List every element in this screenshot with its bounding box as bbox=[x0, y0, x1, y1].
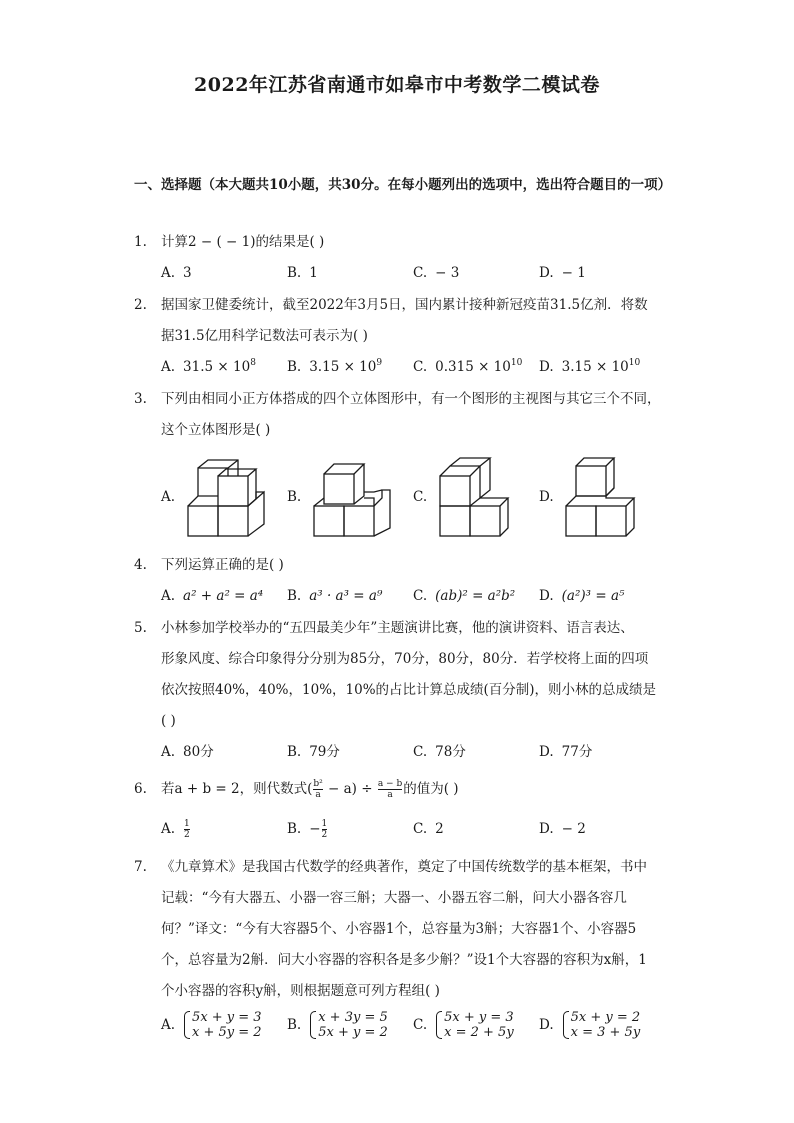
option-c[interactable]: C. bbox=[413, 489, 428, 505]
page-title: 2022年江苏省南通市如皋市中考数学二模试卷 bbox=[194, 74, 600, 96]
option-d[interactable]: D. 77分 bbox=[539, 744, 593, 760]
question-text-line-1: 下列由相同小正方体搭成的四个立体图形中，有一个图形的主视图与其它三个不同， bbox=[161, 391, 661, 407]
cube-figure-a bbox=[184, 452, 270, 540]
option-b[interactable]: B. x + 3y = 5 5x + y = 2 bbox=[287, 1010, 388, 1040]
question-number: 6. bbox=[134, 781, 147, 797]
option-a[interactable]: A. a² + a² = a⁴ bbox=[161, 588, 264, 604]
fraction: $\frac{a - b}{a}$ bbox=[377, 779, 403, 800]
question-5 bbox=[134, 613, 674, 737]
question-1 bbox=[134, 227, 674, 258]
question-text-line-5: 个小容器的容积y斛，则根据题意可列方程组( ) bbox=[161, 983, 440, 999]
equation-system: 5x + y = 3 x = 2 + 5y bbox=[435, 1010, 514, 1040]
question-text-line-1: 据国家卫健委统计，截至2022年3月5日，国内累计接种新冠疫苗31.5亿剂．将数 bbox=[161, 297, 648, 313]
option-a[interactable]: A. 5x + y = 3 x + 5y = 2 bbox=[161, 1010, 262, 1040]
option-b[interactable]: B. a³ · a³ = a⁹ bbox=[287, 588, 383, 604]
option-d[interactable]: D. − 2 bbox=[539, 821, 586, 837]
question-text-line-2: 记载：“今有大器五、小器一容三斛；大器一、小器五容二斛，问大小器各容几 bbox=[161, 890, 627, 906]
section-heading: 一、选择题（本大题共10小题，共30分。在每小题列出的选项中，选出符合题目的一项） bbox=[134, 177, 672, 193]
cube-figure-d bbox=[562, 452, 648, 540]
question-number: 3. bbox=[134, 391, 147, 407]
question-4 bbox=[134, 550, 674, 581]
question-7 bbox=[134, 852, 674, 1007]
option-c[interactable]: C. (ab)² = a²b² bbox=[413, 588, 516, 604]
question-text-line-2: 这个立体图形是( ) bbox=[161, 422, 271, 438]
option-d[interactable]: D. $3.15 \times 10^{10}$ bbox=[539, 358, 641, 375]
question-2 bbox=[134, 290, 674, 352]
option-c[interactable]: C. − 3 bbox=[413, 265, 460, 281]
option-c[interactable]: C. 5x + y = 3 x = 2 + 5y bbox=[413, 1010, 514, 1040]
question-text-line-3: 依次按照40%，40%，10%，10%的占比计算总成绩(百分制)，则小林的总成绩是 bbox=[161, 682, 657, 698]
option-d[interactable]: D. (a²)³ = a⁵ bbox=[539, 588, 625, 604]
option-b[interactable]: B. − $\frac{1}{2}$ bbox=[287, 819, 328, 840]
option-a[interactable]: A. 3 bbox=[161, 265, 192, 281]
option-a[interactable]: A. $31.5 \times 10^8$ bbox=[161, 358, 256, 375]
question-3 bbox=[134, 384, 674, 446]
option-a[interactable]: A. 80分 bbox=[161, 744, 214, 760]
equation-system: 5x + y = 2 x = 3 + 5y bbox=[562, 1010, 641, 1040]
question-6 bbox=[134, 774, 674, 805]
option-b[interactable]: B. 79分 bbox=[287, 744, 340, 760]
option-d[interactable]: D. bbox=[539, 489, 554, 505]
option-a[interactable]: A. $\frac{1}{2}$ bbox=[161, 819, 190, 840]
question-text-line-2: 形象风度、综合印象得分分别为85分，70分，80分，80分．若学校将上面的四项 bbox=[161, 651, 649, 667]
option-a[interactable]: A. bbox=[161, 489, 176, 505]
option-c[interactable]: C. 2 bbox=[413, 821, 444, 837]
cube-figure-b bbox=[310, 452, 396, 540]
option-c[interactable]: C. 78分 bbox=[413, 744, 466, 760]
question-4-options bbox=[161, 581, 681, 612]
option-b[interactable]: B. bbox=[287, 489, 302, 505]
equation-system: 5x + y = 3 x + 5y = 2 bbox=[183, 1010, 262, 1040]
option-c[interactable]: C. $0.315 \times 10^{10}$ bbox=[413, 358, 523, 375]
option-d[interactable]: D. − 1 bbox=[539, 265, 586, 281]
question-number: 5. bbox=[134, 620, 147, 636]
question-text: 下列运算正确的是( ) bbox=[161, 557, 284, 573]
question-text: 计算2 − ( − 1)的结果是( ) bbox=[161, 234, 325, 250]
question-text-line-2: 据31.5亿用科学记数法可表示为( ) bbox=[161, 328, 368, 344]
option-d[interactable]: D. 5x + y = 2 x = 3 + 5y bbox=[539, 1010, 641, 1040]
option-b[interactable]: B. 1 bbox=[287, 265, 318, 281]
option-b[interactable]: B. $3.15 \times 10^9$ bbox=[287, 358, 383, 375]
fraction: $\frac{\text{b²}}{a}$ bbox=[313, 779, 323, 800]
question-text-line-3: 何？”译文：“今有大容器5个、小容器1个，总容量为3斛；大容器1个、小容器5 bbox=[161, 921, 637, 937]
question-text: 若a + b = 2，则代数式( $\frac{\text{b²}}{a}$ − a) ÷ $\frac{a - b}{a}$ 的值为( ) bbox=[161, 779, 459, 800]
question-number: 1. bbox=[134, 234, 147, 250]
question-number: 2. bbox=[134, 297, 147, 313]
question-text-line-1: 《九章算术》是我国古代数学的经典著作，奠定了中国传统数学的基本框架，书中 bbox=[161, 859, 647, 875]
question-6-options bbox=[161, 814, 681, 845]
question-number: 7. bbox=[134, 859, 147, 875]
question-number: 4. bbox=[134, 557, 147, 573]
question-text-line-4: 个，总容量为2斛．问大小容器的容积各是多少斛？”设1个大容器的容积为x斛，1 bbox=[161, 952, 647, 968]
question-7-options bbox=[161, 1010, 681, 1046]
question-5-options bbox=[161, 737, 681, 768]
question-1-options bbox=[161, 258, 681, 289]
equation-system: x + 3y = 5 5x + y = 2 bbox=[309, 1010, 388, 1040]
question-text-line-1: 小林参加学校举办的“五四最美少年”主题演讲比赛，他的演讲资料、语言表达、 bbox=[161, 620, 634, 636]
cube-figure-c bbox=[436, 452, 522, 540]
question-2-options bbox=[161, 352, 681, 383]
question-text-line-4: ( ) bbox=[161, 713, 176, 729]
